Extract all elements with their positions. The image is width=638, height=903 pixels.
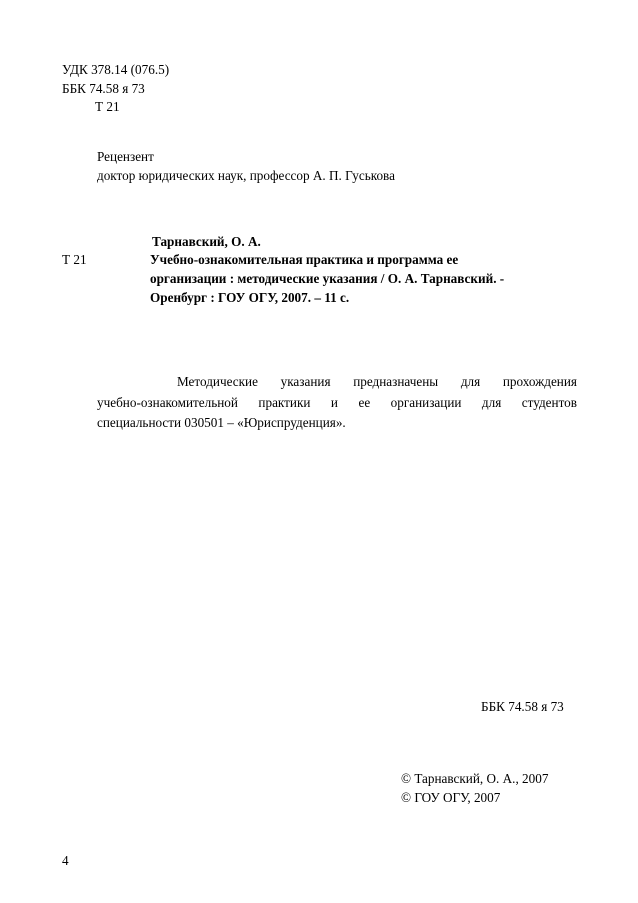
author-mark: Т 21: [95, 99, 120, 114]
copyright-author: © Тарнавский, О. А., 2007: [401, 771, 549, 786]
abstract-line3: специальности 030501 – «Юриспруденция».: [97, 415, 346, 430]
catalog-title-line3: Оренбург : ГОУ ОГУ, 2007. – 11 с.: [150, 290, 350, 305]
udk-code: УДК 378.14 (076.5): [62, 62, 170, 77]
catalog-title-line2: организации : методические указания / О. А. Тарнавский. -: [150, 271, 505, 286]
abstract-line2: учебно-ознакомительной практики и ее организации для студентов: [97, 394, 577, 410]
abstract-paragraph: [97, 372, 577, 434]
bottom-bbk-code: ББК 74.58 я 73: [481, 699, 564, 714]
page-number: 4: [62, 853, 69, 868]
copyright-university: © ГОУ ОГУ, 2007: [401, 790, 501, 805]
catalog-title-line1: Учебно-ознакомительная практика и программа ее: [150, 252, 459, 267]
bbk-code: ББК 74.58 я 73: [62, 81, 145, 96]
catalog-mark: Т 21: [62, 252, 87, 267]
abstract-line1: Методические указания предназначены для прохождения: [177, 374, 577, 389]
reviewer-label: Рецензент: [97, 149, 154, 164]
catalog-author: Тарнавский, О. А.: [152, 234, 261, 249]
reviewer-name: доктор юридических наук, профессор А. П. Гуськова: [97, 168, 395, 183]
